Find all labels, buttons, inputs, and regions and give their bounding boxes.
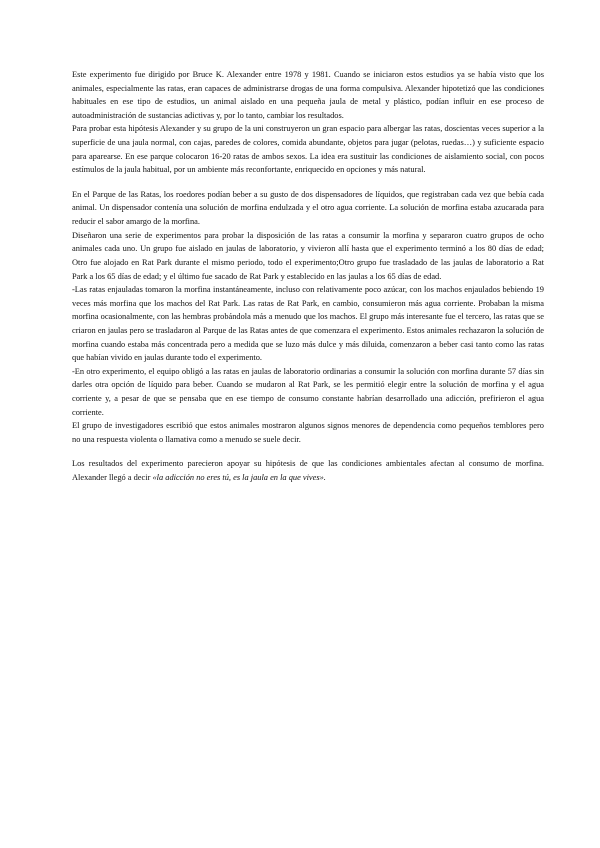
paragraph: Este experimento fue dirigido por Bruce K. Alexander entre 1978 y 1981. Cuando se iniciaron estos estudios ya se había visto que los animales, especialmente las ratas, eran capaces de administrarse drogas de una forma compulsiva. Alexander hipotetizó que las condiciones habituales en ese tipo de estudios, un animal aislado en una pequeña jaula de metal y plástico, podían influir en ese proceso de autoadministración de sustancias adictivas y, por lo tanto, cambiar los resultados. [72,70,544,120]
document-body [72,68,544,485]
paragraph: Para probar esta hipótesis Alexander y su grupo de la uni construyeron un gran espacio para albergar las ratas, doscientas veces superior a la superficie de una jaula normal, con cajas, paredes de colores, comida abundante, objetos para jugar (pelotas, ruedas…) y suficiente espacio para aparearse. En ese parque colocaron 16-20 ratas de ambos sexos. La idea era sustituir las condiciones de aislamiento social, con pocos estímulos de la jaula habitual, por un ambiente más reconfortante, enriquecido en opciones y más natural. [72,124,544,175]
conclusion-quote: «la adicción no eres tú, es la jaula en la que vives». [152,473,326,483]
paragraph: -Las ratas enjauladas tomaron la morfina instantáneamente, incluso con relativamente poco azúcar, con los machos enjaulados bebiendo 19 veces más morfina que los machos del Rat Park. Las ratas de Rat Park, en cambio, consumieron más agua corriente. Probaban la misma morfina ocasionalmente, con las hembras probándola más a menudo que los machos. El grupo más interesante fue el tercero, las ratas que se criaron en jaulas pero se trasladaron al Parque de las Ratas antes de que comenzara el experimento. Estos animales rechazaron la solución de morfina cuando estaba más concentrada pero a medida que se luzo más dulce y más diluida, comenzaron a beber casi tanto como las ratas que habían vivido en jaulas durante todo el experimento. [72,285,544,363]
paragraph: -En otro experimento, el equipo obligó a las ratas en jaulas de laboratorio ordinarias a consumir la solución con morfina durante 57 días sin darles otra opción de líquido para beber. Cuando se mudaron al Rat Park, se les permitió elegir entre la solución de morfina y el agua corriente y, a pesar de que se pensaba que en ese tiempo de consumo constante habrían desarrollado una adicción, prefirieron el agua corriente. [72,366,544,417]
conclusion-lead: Los resultados del experimento parecieron apoyar su hipótesis de que las condiciones ambientales afectan al consumo de morfina. Alexander llegó a decir [72,459,544,483]
paragraph: Diseñaron una serie de experimentos para probar la disposición de las ratas a consumir la morfina y separaron cuatro grupos de ocho animales cada uno. Un grupo fue aislado en jaulas de laboratorio, y vivieron allí hasta que el experimento terminó a los 80 días de edad; Otro fue alojado en Rat Park durante el mismo periodo, todo el experimento;Otro grupo fue trasladado de las jaulas de laboratorio a Rat Park a los 65 días de edad; y el último fue sacado de Rat Park y establecido en las jaulas a los 65 días de edad. [72,230,544,281]
paragraph: El grupo de investigadores escribió que estos animales mostraron algunos signos menores de dependencia como pequeños temblores pero no una respuesta violenta o llamativa como a menudo se suele decir. [72,421,544,444]
paragraph: En el Parque de las Ratas, los roedores podían beber a su gusto de dos dispensadores de líquidos, que registraban cada vez que bebía cada animal. Un dispensador contenía una solución de morfina endulzada y el otro agua corriente. La solución de morfina estaba azucarada para reducir el sabor amargo de la morfina. [72,189,544,227]
conclusion-paragraph [72,457,544,484]
